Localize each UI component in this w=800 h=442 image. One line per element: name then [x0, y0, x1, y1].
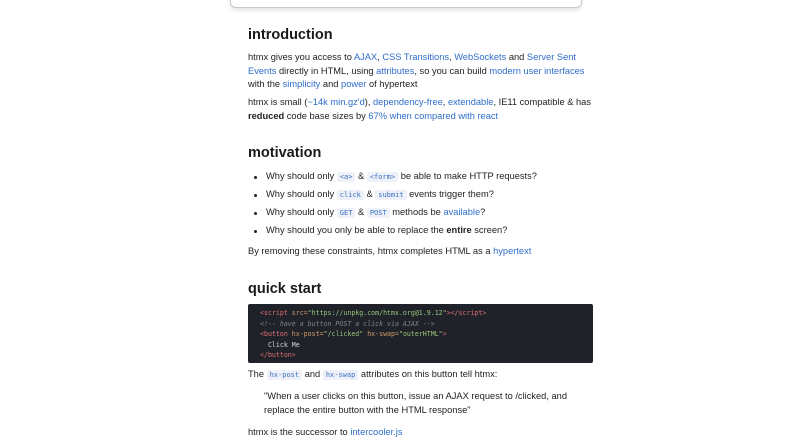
link-css-transitions[interactable]: CSS Transitions — [382, 52, 450, 62]
text: htmx gives you access to — [248, 52, 354, 62]
list-item — [266, 188, 596, 203]
quick-start-heading: quick start — [248, 281, 322, 297]
bullet-icon — [254, 176, 257, 179]
code-token: Click Me — [260, 340, 300, 349]
list-item — [266, 170, 596, 185]
text: be able to make HTTP requests? — [398, 171, 537, 181]
successor-line — [248, 426, 593, 440]
intro-paragraph-1 — [248, 51, 593, 92]
text: htmx is small ( — [248, 97, 308, 107]
list-item — [266, 206, 596, 221]
text: and — [320, 79, 342, 90]
text: screen? — [471, 225, 508, 235]
link-dependency-free[interactable]: dependency-free — [373, 97, 443, 107]
code-token: </button> — [260, 351, 296, 360]
inline-code: hx-post — [267, 370, 303, 380]
code-token: "outerHTML" — [398, 330, 443, 339]
inline-code: hx-swap — [323, 370, 359, 380]
link-modern-ui[interactable]: modern user interfaces — [489, 65, 585, 76]
inline-code: click — [337, 190, 364, 200]
link-power[interactable]: power — [341, 79, 367, 90]
text: and — [302, 369, 323, 379]
text: ), — [364, 97, 374, 107]
inline-code: submit — [375, 190, 406, 200]
bullet-icon — [254, 212, 257, 215]
text: , so you can build — [414, 65, 490, 76]
text: Why should only — [266, 171, 337, 181]
text: ? — [480, 207, 486, 217]
inline-code: <a> — [337, 172, 356, 182]
motivation-heading: motivation — [248, 145, 322, 161]
code-block — [248, 304, 593, 363]
bold-reduced: reduced — [248, 110, 285, 121]
text: Why should only — [266, 189, 337, 199]
text: htmx is the successor to — [248, 427, 351, 437]
code-token: hx-swap= — [363, 330, 399, 339]
link-server-sent-events[interactable]: Server Sent Events — [248, 52, 577, 76]
text: By removing these constraints, htmx completes HTML as a — [248, 246, 494, 256]
text: & — [355, 171, 367, 181]
attributes-explanation — [248, 368, 593, 383]
text: and — [506, 52, 527, 62]
link-react-comparison[interactable]: 67% when compared with react — [368, 110, 499, 121]
text: & — [363, 189, 376, 199]
list-item — [266, 224, 596, 238]
inline-code: <form> — [367, 172, 398, 182]
text: directly in HTML, using — [276, 65, 377, 76]
text: events trigger them? — [406, 189, 494, 199]
text: , — [377, 52, 383, 62]
link-size[interactable]: ~14k min.gz'd — [307, 97, 365, 107]
link-hypertext[interactable]: hypertext — [493, 246, 532, 256]
link-extendable[interactable]: extendable — [447, 97, 494, 107]
text: with the — [248, 79, 283, 90]
text: attributes on this button tell htmx: — [358, 369, 498, 379]
text: Why should you only be able to replace the — [266, 225, 447, 235]
code-token: src= — [287, 309, 308, 317]
motivation-summary — [248, 245, 593, 259]
link-available[interactable]: available — [443, 207, 481, 217]
code-token: "/clicked" — [323, 330, 364, 339]
link-attributes[interactable]: attributes — [376, 65, 415, 76]
bold-entire: entire — [446, 225, 472, 235]
code-token: > — [442, 330, 447, 339]
code-token: hx-post= — [287, 330, 324, 339]
bullet-icon — [254, 194, 257, 197]
link-websockets[interactable]: WebSockets — [454, 52, 507, 62]
text: methods be — [389, 207, 444, 217]
intro-paragraph-2 — [248, 96, 593, 123]
text: & — [355, 207, 367, 217]
text: The — [248, 369, 267, 379]
inline-code: GET — [337, 208, 356, 218]
bullet-icon — [254, 230, 257, 233]
text: code base sizes by — [284, 110, 369, 121]
code-token: > — [482, 309, 487, 317]
code-token: <script — [260, 309, 288, 317]
introduction-heading: introduction — [248, 27, 333, 43]
link-ajax[interactable]: AJAX — [353, 52, 378, 62]
text: , — [442, 97, 448, 107]
blockquote: "When a user clicks on this button, issue an AJAX request to /clicked, and replace the entire button with the HTML response" — [264, 391, 568, 415]
text: Why should only — [266, 207, 337, 217]
text: , — [449, 52, 455, 62]
text: of hypertext — [366, 79, 418, 90]
top-card — [230, 0, 582, 8]
code-comment: <!-- have a button POST a click via AJAX --> — [260, 319, 435, 328]
code-token: "https://unpkg.com/htmx.org@1.9.12" — [307, 309, 447, 317]
inline-code: POST — [367, 208, 390, 218]
link-intercooler[interactable]: intercooler.js — [350, 427, 403, 437]
code-token: script — [458, 309, 483, 317]
code-token: <button — [260, 330, 288, 339]
text: , IE11 compatible & has — [493, 97, 591, 107]
code-token: ></ — [446, 309, 459, 317]
link-simplicity[interactable]: simplicity — [282, 79, 321, 90]
